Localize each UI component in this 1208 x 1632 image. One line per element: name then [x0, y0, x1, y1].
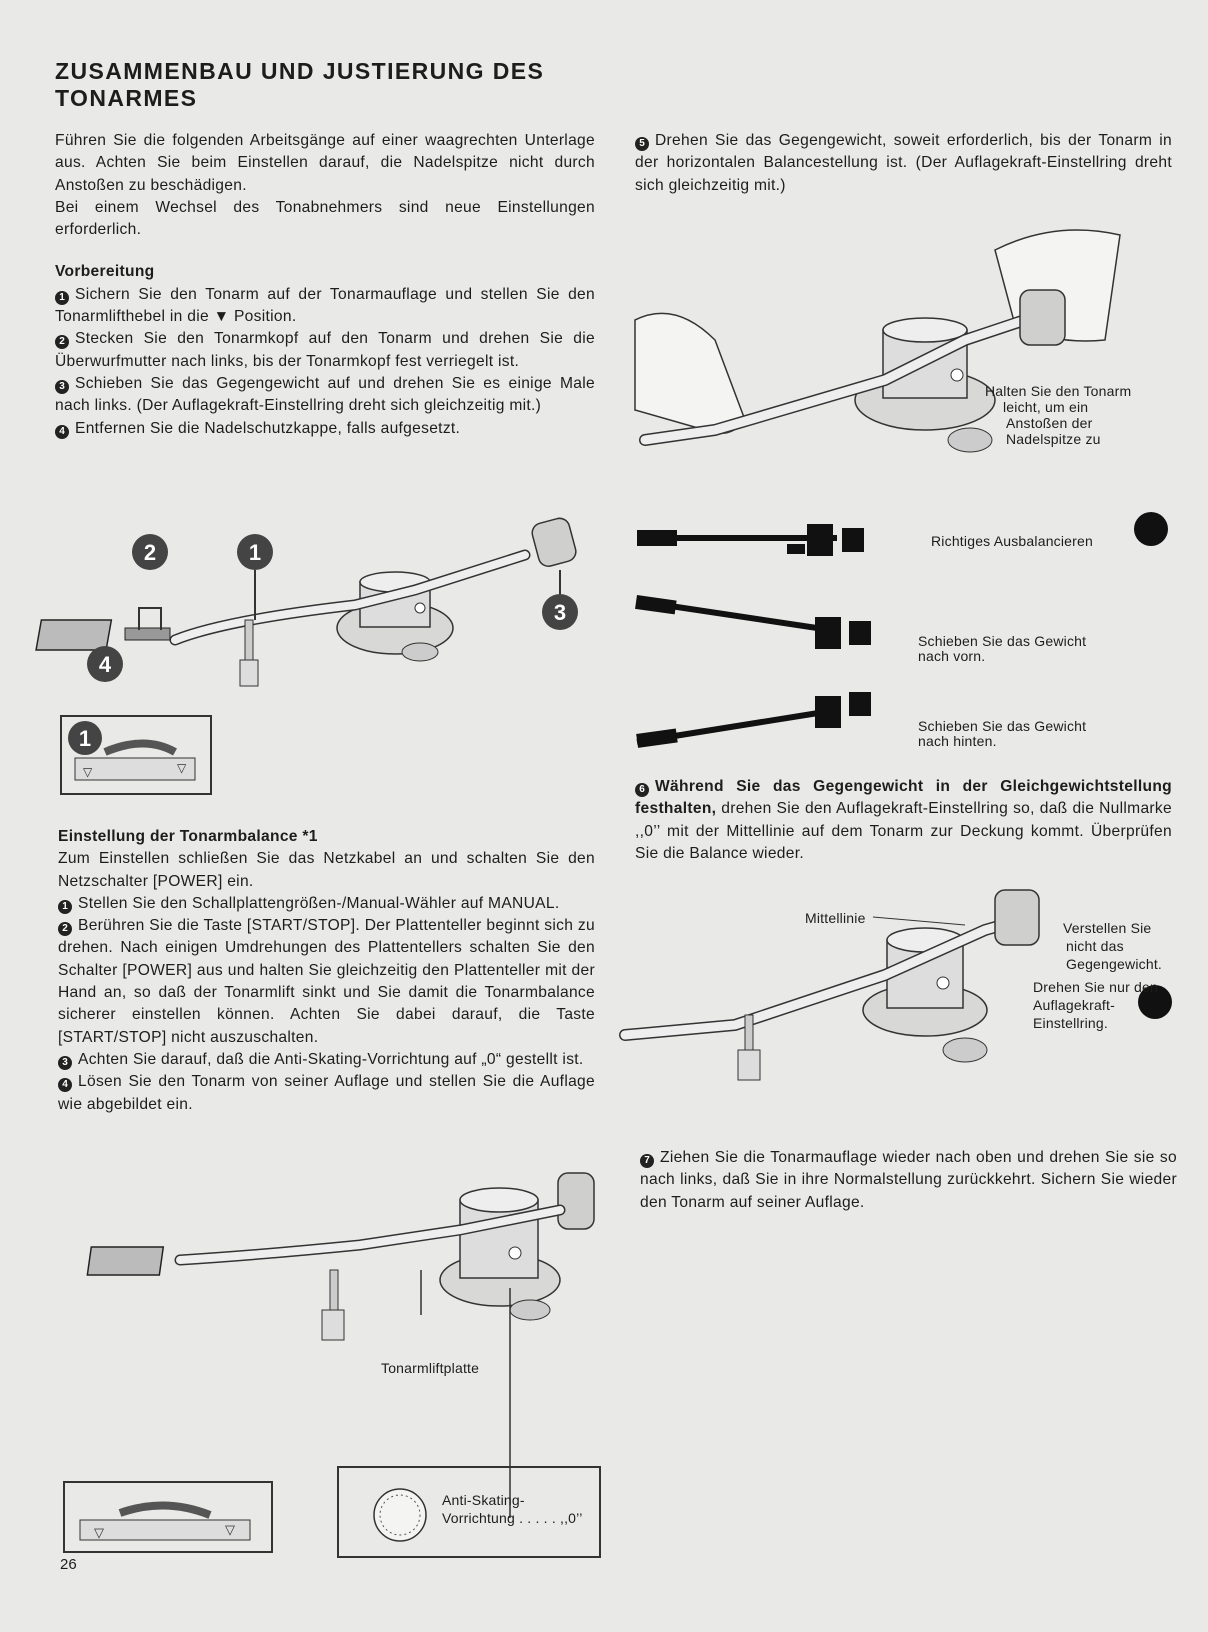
mittellinie-label: Mittellinie: [805, 910, 866, 926]
step-number-icon: 6: [635, 783, 649, 797]
callout-1: [237, 534, 273, 620]
step-6-bold: Während Sie das Gegengewicht in der Gleichgewichtstellung festhalten,: [635, 778, 1172, 818]
step-5-text: Drehen Sie das Gegengewicht, soweit erforderlich, bis der Tonarm in der horizontalen Balancestellung ist. (Der Auflagekraft-Einstellring dreht sich gleichzeitig mit.): [635, 132, 1172, 194]
prep-step-4: [55, 418, 595, 440]
lift-lever-inset-box: [64, 1482, 272, 1552]
lift-plate-figure: [60, 1185, 600, 1545]
balance-step-4: [58, 1071, 595, 1116]
balance-step-4-text: Lösen Sie den Tonarm von seiner Auflage und stellen Sie die Auflage wie abgebildet ein.: [58, 1073, 595, 1113]
step-7: [640, 1147, 1177, 1214]
hold-label-4: Nadelspitze zu: [1006, 431, 1101, 447]
balance-correct-label: Richtiges Ausbalancieren: [931, 533, 1094, 549]
left-column-text: [55, 130, 595, 440]
step-number-icon: 2: [58, 922, 72, 936]
balance-back-label-2: nach hinten.: [918, 733, 997, 749]
binding-hole-icon: [1134, 512, 1168, 546]
lift-lever-inset: [61, 716, 211, 794]
step-6-text: drehen Sie den Auflagekraft-Einstellring so, daß die Nullmarke ,,0’’ mit der Mittellinie auf dem Tonarm zur Deckung kommt. Überprüfen Sie die Balance wieder.: [635, 800, 1172, 862]
balance-step-3: [58, 1049, 595, 1071]
svg-text:▽: ▽: [225, 1522, 235, 1537]
svg-text:4: 4: [98, 652, 112, 677]
step-number-icon: 2: [55, 335, 69, 349]
anti-skating-label-1: Anti-Skating-: [442, 1492, 525, 1508]
callout-2: [132, 534, 168, 630]
verstellen-label-3: Gegengewicht.: [1066, 956, 1162, 972]
svg-text:3: 3: [553, 600, 567, 625]
svg-text:▽: ▽: [83, 765, 93, 779]
tonearm-assembly-figure: [55, 520, 595, 800]
callout-4: [87, 646, 123, 682]
prep-step-1: [55, 284, 595, 329]
balance-state-back: [637, 690, 897, 750]
balance-step-1-text: Stellen Sie den Schallplattengrößen-/Manual-Wähler auf MANUAL.: [78, 894, 560, 912]
prep-title: Vorbereitung: [55, 263, 155, 281]
svg-text:▽: ▽: [177, 761, 187, 775]
prep-step-4-text: Entfernen Sie die Nadelschutzkappe, falls aufgesetzt.: [75, 419, 461, 437]
verstellen-label-2: nicht das: [1066, 938, 1124, 954]
step-number-icon: 1: [55, 291, 69, 305]
balance-intro: Zum Einstellen schließen Sie das Netzkabel an und schalten Sie den Netzschalter [POWER] ein.: [58, 850, 595, 890]
step-number-icon: 3: [58, 1056, 72, 1070]
prep-step-3: [55, 373, 595, 418]
step-number-icon: 1: [58, 900, 72, 914]
hold-label-1: Halten Sie den Tonarm: [985, 383, 1132, 399]
page-title: ZUSAMMENBAU UND JUSTIERUNG DES TONARMES: [55, 58, 545, 111]
step-number-icon: 5: [635, 137, 649, 151]
step-number-icon: 4: [58, 1078, 72, 1092]
balance-step-2-text: Berühren Sie die Taste [START/STOP]. Der Plattenteller beginnt sich zu drehen. Nach einigen Umdrehungen des Plattentellers schalten Sie den Schalter [POWER] aus und halten Sie gleichzeitig den Plattenteller mit der Hand an, so daß der Tonarmlift sinkt und Sie damit die Tonarmbalance sicherer einstellen können. Achten Sie dabei darauf, die Taste [START/STOP] nicht auszuschalten.: [58, 917, 595, 1046]
balance-back-label-1: Schieben Sie das Gewicht: [918, 718, 1087, 734]
intro-paragraph-1: Führen Sie die folgenden Arbeitsgänge auf einer waagrechten Unterlage aus. Achten Sie beim Einstellen darauf, die Nadelspitze nicht durch Anstoßen zu beschädigen.: [55, 132, 595, 194]
drehen-label-2: Auflagekraft-: [1033, 997, 1115, 1013]
balance-step-2: [58, 915, 595, 1049]
hold-label-3: Anstoßen der: [1006, 415, 1093, 431]
balance-title: [58, 826, 595, 848]
step-5: [635, 130, 1172, 197]
prep-step-2: [55, 328, 595, 373]
balance-title-note: *1: [302, 828, 318, 845]
balance-forward-label-1: Schieben Sie das Gewicht: [918, 633, 1087, 649]
tonarmliftplatte-label: Tonarmliftplatte: [381, 1360, 480, 1376]
svg-text:2: 2: [143, 540, 157, 565]
hold-label-2: leicht, um ein: [1003, 399, 1089, 415]
anti-skating-label-2: Vorrichtung . . . . . ,,0’’: [442, 1510, 583, 1526]
drehen-label-1: Drehen Sie nur den: [1033, 979, 1159, 995]
svg-text:1: 1: [78, 726, 92, 751]
svg-text:1: 1: [248, 540, 262, 565]
prep-step-2-text: Stecken Sie den Tonarmkopf auf den Tonarm und drehen Sie die Überwurfmutter nach links, bis der Tonarmkopf fest verriegelt ist.: [55, 330, 595, 370]
prep-step-1-text: Sichern Sie den Tonarm auf der Tonarmauflage und stellen Sie den Tonarmlifthebel in die ▼ Position.: [55, 285, 595, 326]
step-number-icon: 4: [55, 425, 69, 439]
anti-skating-dial-icon: [374, 1489, 426, 1541]
mittellinie-figure: [625, 895, 1045, 1105]
drehen-label-3: Einstellring.: [1033, 1015, 1108, 1031]
step-7-text: Ziehen Sie die Tonarmauflage wieder nach oben und drehen Sie sie so nach links, daß Sie in ihre Normalstellung zurückkehrt. Sichern Sie wieder den Tonarm auf seiner Auflage.: [640, 1149, 1177, 1211]
balance-forward-label-2: nach vorn.: [918, 648, 986, 664]
intro-paragraph-2: Bei einem Wechsel des Tonabnehmers sind neue Einstellungen erforderlich.: [55, 198, 595, 239]
step-number-icon: 7: [640, 1154, 654, 1168]
balance-state-correct: [637, 520, 897, 560]
step-6: [635, 776, 1172, 865]
step-number-icon: 3: [55, 380, 69, 394]
balance-step-3-text: Achten Sie darauf, daß die Anti-Skating-Vorrichtung auf „0“ gestellt ist.: [78, 1050, 584, 1068]
prep-step-3-text: Schieben Sie das Gegengewicht auf und drehen Sie es einige Male nach links. (Der Auflagekraft-Einstellring dreht sich gleichzeitig mit.): [55, 374, 595, 415]
callout-3: [542, 570, 578, 630]
balance-section: [58, 826, 595, 1116]
balance-title-text: Einstellung der Tonarmbalance: [58, 828, 298, 845]
balance-step-1: [58, 893, 595, 915]
svg-text:▽: ▽: [94, 1525, 104, 1540]
verstellen-label-1: Verstellen Sie: [1063, 920, 1152, 936]
page-number: 26: [60, 1556, 77, 1573]
balance-state-forward: [637, 595, 897, 655]
